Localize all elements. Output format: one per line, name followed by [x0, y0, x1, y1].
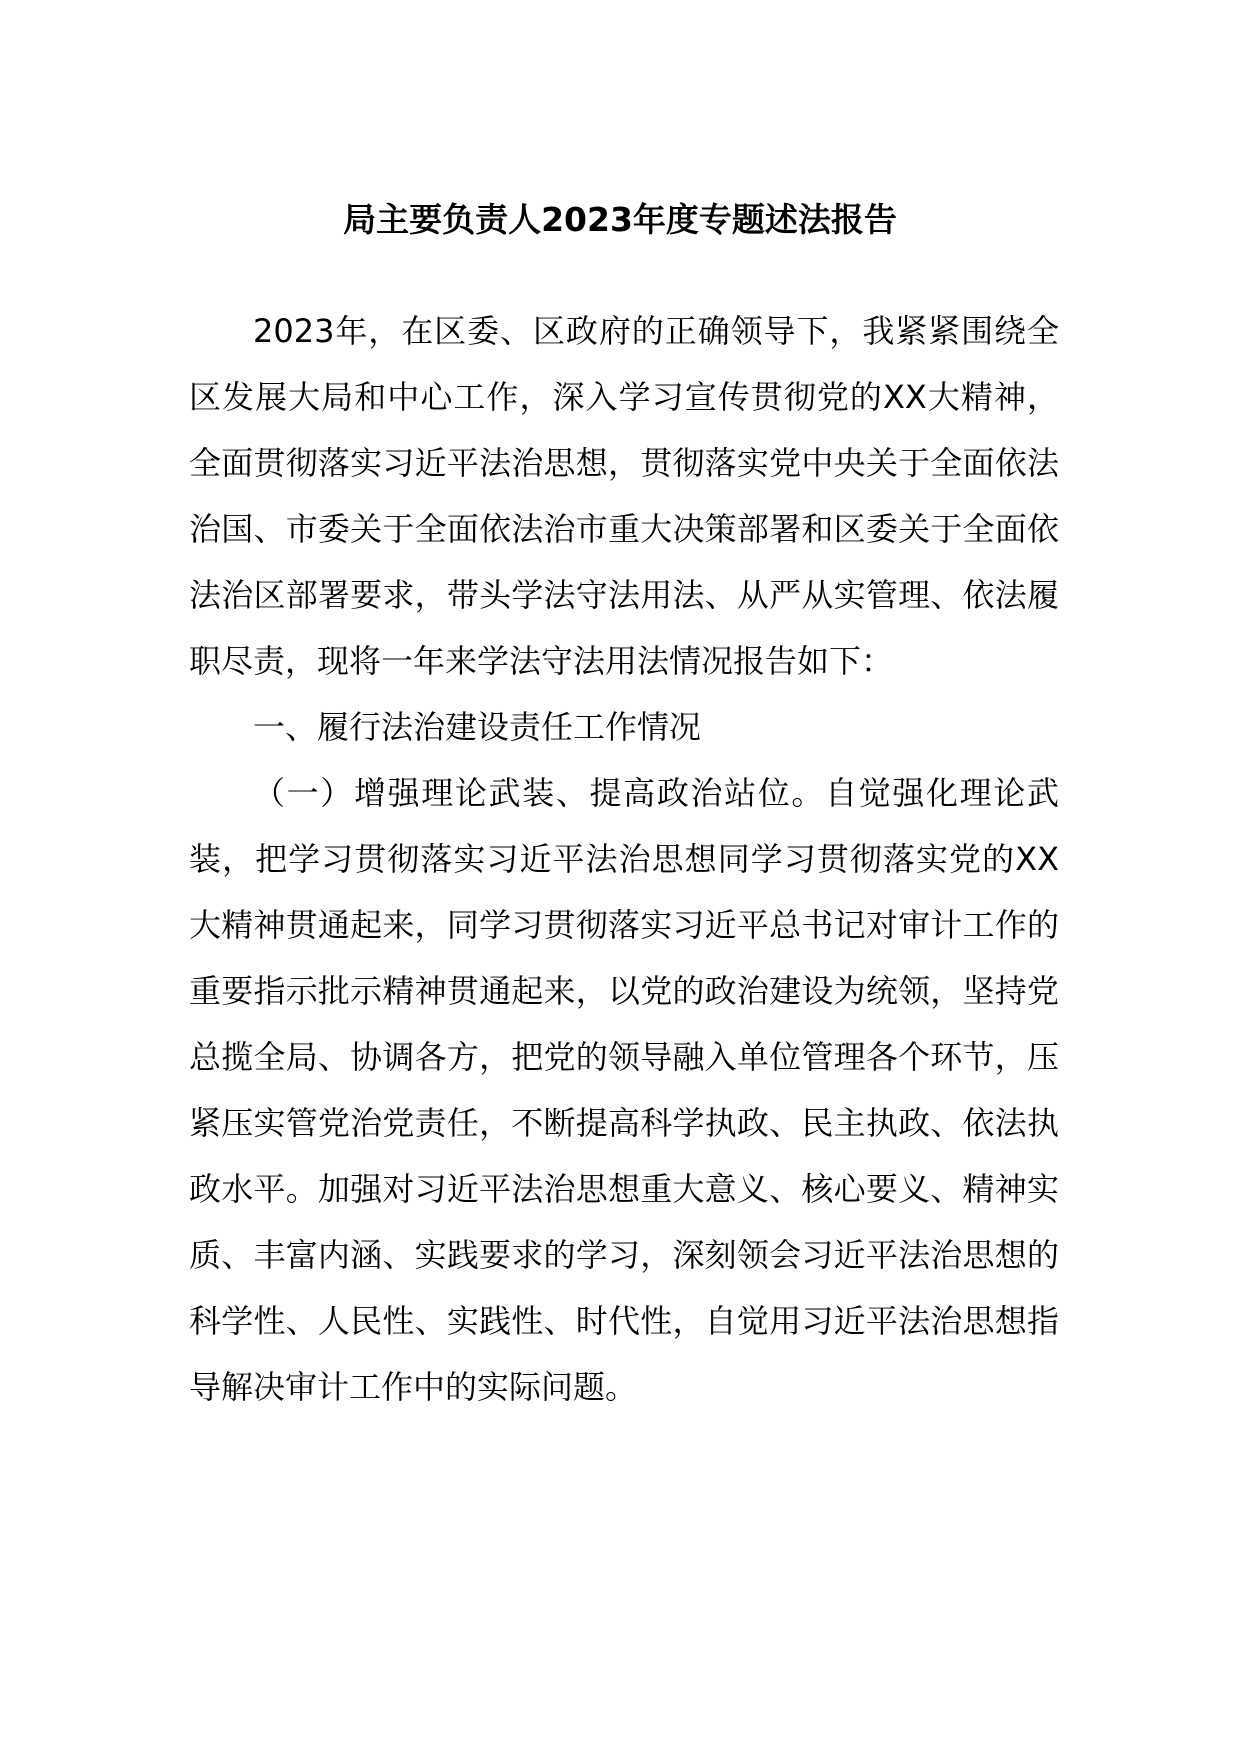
- document-body: [189, 298, 1059, 1420]
- section-heading: 一、履行法治建设责任工作情况: [253, 708, 702, 746]
- document-title: 局主要负责人2023年度专题述法报告: [343, 200, 897, 239]
- intro-paragraph: 2023年，在区委、区政府的正确领导下，我紧紧围绕全区发展大局和中心工作，深入学习宣传贯彻党的XX大精神，全面贯彻落实习近平法治思想，贯彻落实党中央关于全面依法治国、市委关于全面依法治市重大决策部署和区委关于全面依法治区部署要求，带头学法守法用法、从严从实管理、依法履职尽责，现将一年来学法守法用法情况报告如下：: [189, 312, 1059, 680]
- subsection-paragraph: （一）增强理论武装、提高政治站位。自觉强化理论武装，把学习贯彻落实习近平法治思想同学习贯彻落实党的XX大精神贯通起来，同学习贯彻落实习近平总书记对审计工作的重要指示批示精神贯通起来，以党的政治建设为统领，坚持党总揽全局、协调各方，把党的领导融入单位管理各个环节，压紧压实管党治党责任，不断提高科学执政、民主执政、依法执政水平。加强对习近平法治思想重大意义、核心要义、精神实质、丰富内涵、实践要求的学习，深刻领会习近平法治思想的科学性、人民性、实践性、时代性，自觉用习近平法治思想指导解决审计工作中的实际问题。: [189, 774, 1059, 1406]
